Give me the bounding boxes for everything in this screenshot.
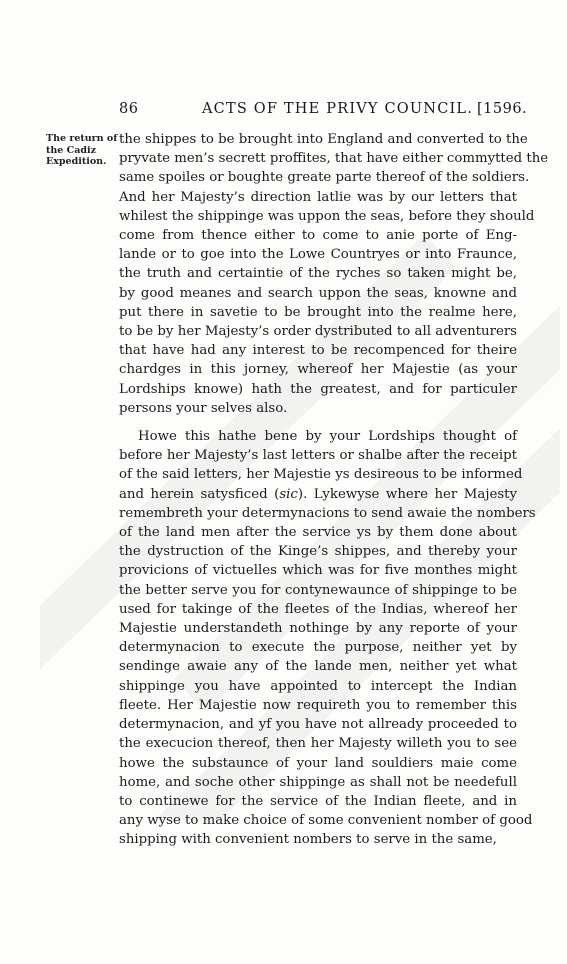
paragraph: [119, 130, 549, 418]
text-line: the shippes to be brought into England and converted to the: [119, 132, 528, 147]
text-line: to be by her Majesty’s order dystributed to all adventurers: [119, 324, 517, 340]
sic-italic: sic: [279, 486, 298, 502]
text-line: that have had any interest to be recompenced for theire: [119, 343, 517, 359]
text-line: Lordships knowe) hath the greatest, and for particuler: [119, 381, 517, 397]
text-line: used for takinge of the fleetes of the Indias, whereof her: [119, 601, 517, 617]
text-line: of the said letters, her Majestie ys desireous to be informed: [119, 467, 523, 483]
text-line: shippinge you have appointed to intercept the Indian: [119, 678, 517, 694]
text-line: shipping with convenient nombers to serve in the same,: [119, 832, 497, 848]
text-line: whilest the shippinge was uppon the seas, before they should: [119, 208, 535, 224]
text-line: fleete. Her Majestie now requireth you to remember this: [119, 697, 517, 713]
text-line: put there in savetie to be brought into the realme here,: [119, 304, 517, 320]
text-line: remembreth your determynacions to send awaie the nombers: [119, 505, 536, 521]
text-line: determynacion, and yf you have not allready proceeded to: [119, 717, 517, 733]
page-number: 86: [119, 101, 139, 117]
text-line: determynacion to execute the purpose, neither yet by: [119, 640, 517, 656]
paragraph-gap: [119, 418, 517, 427]
text-line: home, and soche other shippinge as shall not be needefull: [119, 774, 517, 790]
text-line: to continewe for the service of the Indian fleete, and in: [119, 793, 517, 809]
text-line: Howe this hathe bene by your Lordships thought of: [138, 429, 517, 445]
text-line: same spoiles or boughte greate parte thereof of the soldiers.: [119, 170, 530, 186]
text-line: provicions of victuelles which was for five monthes might: [119, 563, 517, 579]
text-line: of the land men after the service ys by them done about: [119, 525, 517, 541]
running-title: ACTS OF THE PRIVY COUNCIL.: [202, 101, 474, 117]
margin-note: The return of the Cadiz Expedition.: [46, 133, 118, 167]
text-line: lande or to goe into the Lowe Countryes or into Fraunce,: [119, 247, 517, 263]
text-line: howe the substaunce of your land souldiers maie come: [119, 755, 517, 771]
text-line: And her Majesty’s direction latlie was by our letters that: [119, 189, 517, 205]
header-year: [1596.: [477, 101, 528, 117]
text-line: Majestie understandeth nothinge by any reporte of your: [119, 621, 517, 637]
text-line: any wyse to make choice of some convenient nomber of good: [119, 813, 533, 829]
text-line: the execucion thereof, then her Majesty willeth you to see: [119, 736, 517, 752]
text-line: and herein satysficed (sic). Lykewyse where her Majesty: [119, 486, 518, 502]
text-line: chardges in this jorney, whereof her Majestie (as your: [119, 362, 517, 378]
text-line: the better serve you for contynewaunce of shippinge to be: [119, 582, 517, 598]
text-line: come from thence either to come to anie porte of Eng-: [119, 228, 517, 244]
text-line: by good meanes and search uppon the seas, knowne and: [119, 285, 517, 301]
text-line: sendinge awaie any of the lande men, neither yet what: [119, 659, 517, 675]
text-line: the truth and certaintie of the ryches so taken might be,: [119, 266, 517, 282]
paragraph: [119, 427, 536, 849]
text-line: the dystruction of the Kinge’s shippes, and thereby your: [119, 544, 517, 560]
body-text: [119, 130, 549, 850]
text-line: persons your selves also.: [119, 400, 288, 416]
page-header: [0, 101, 567, 123]
text-line: before her Majesty’s last letters or shalbe after the receipt: [119, 448, 517, 464]
text-line: pryvate men’s secrett proffites, that have either commytted the: [119, 151, 549, 167]
